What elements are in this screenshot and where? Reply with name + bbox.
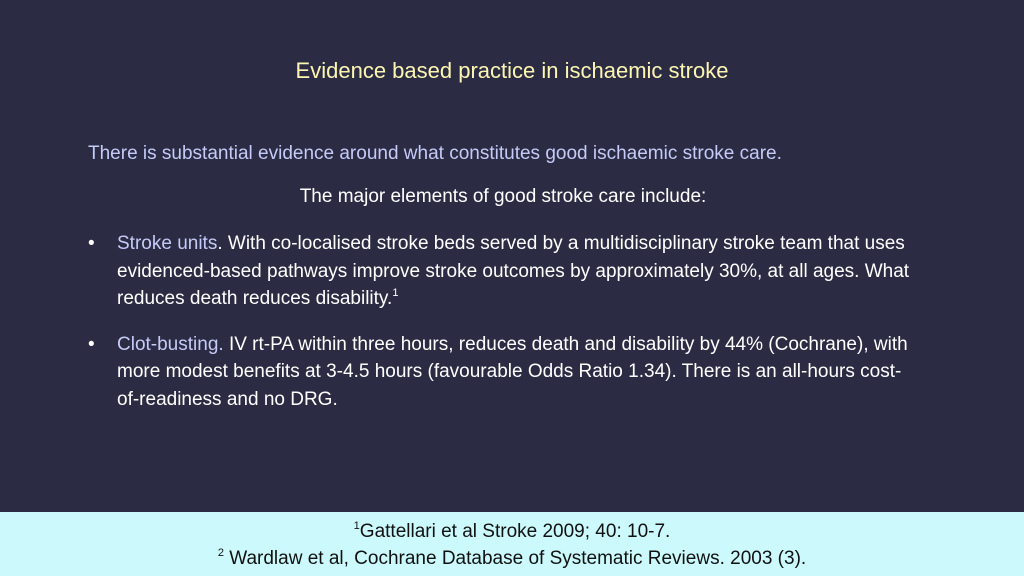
references-footer — [0, 512, 1024, 576]
bullet-text: IV rt-PA within three hours, reduces death and disability by 44% (Cochrane), with more modest benefits at 3-4.5 hours (favourable Odds Ratio 1.34). There is an all-hours cost-of-readiness and no DRG. — [117, 333, 908, 410]
intro-text: There is substantial evidence around what constitutes good ischaemic stroke care. — [88, 143, 782, 164]
bullet-dot-icon: • — [88, 333, 95, 355]
bullet-item-clot-busting — [88, 331, 918, 414]
bullet-text: . With co-localised stroke beds served by a multidisciplinary stroke team that uses evidenced-based pathways improve stroke outcomes by approximately 30%, at all ages. What reduces death reduces disability. — [117, 233, 910, 309]
reference-2 — [0, 545, 1024, 572]
bullet-list — [88, 230, 918, 431]
bullet-highlight: Stroke units — [117, 233, 218, 254]
bullet-item-stroke-units — [88, 230, 918, 313]
footnote-marker: 1 — [392, 287, 399, 299]
bullet-highlight: Clot-busting. — [117, 333, 224, 355]
reference-text: Wardlaw et al, Cochrane Database of Systematic Reviews. 2003 (3). — [223, 548, 807, 569]
bullet-dot-icon: • — [88, 233, 95, 254]
reference-text: Gattellari et al Stroke 2009; 40: 10-7. — [359, 521, 671, 542]
reference-marker: 1 — [353, 520, 360, 532]
reference-marker: 2 — [217, 547, 224, 559]
slide-title: Evidence based practice in ischaemic stroke — [295, 58, 729, 83]
reference-1 — [0, 518, 1024, 545]
lead-text: The major elements of good stroke care include: — [299, 186, 707, 207]
